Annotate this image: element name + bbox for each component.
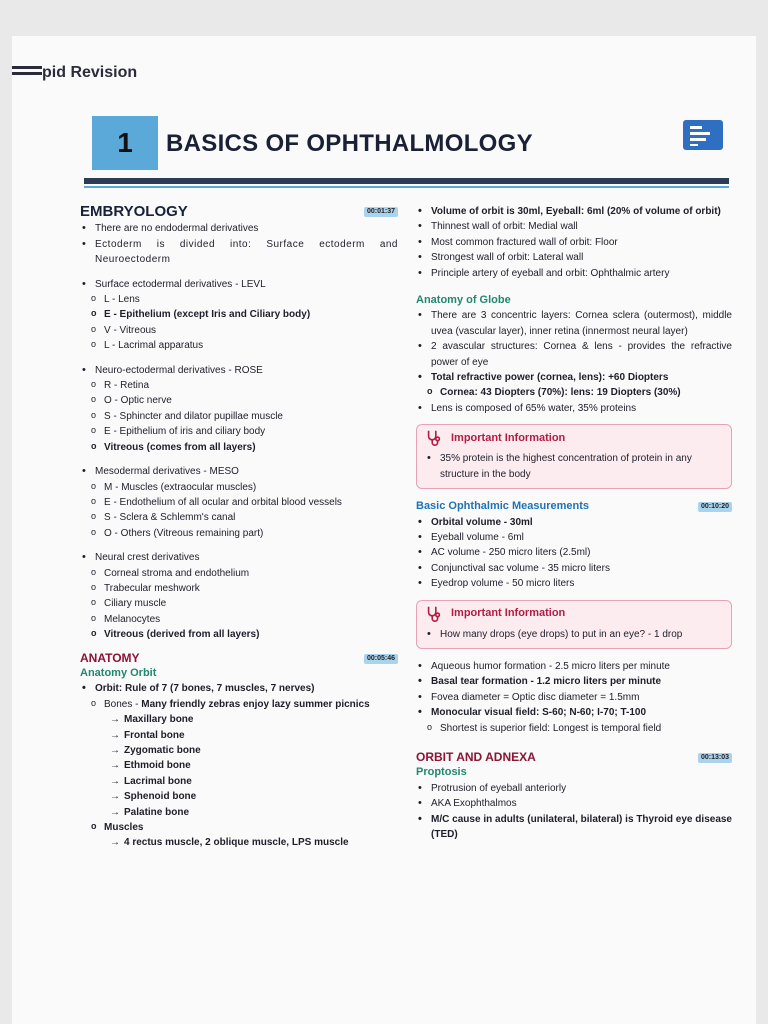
list-item: • Eyeball volume - 6ml — [416, 530, 732, 545]
list-item: o E - Epithelium (except Iris and Ciliary body) — [90, 307, 398, 322]
sublist — [426, 721, 732, 736]
list-item: • There are no endodermal derivatives — [80, 221, 398, 236]
list-item: • Basal tear formation - 1.2 micro liters per minute — [416, 674, 732, 689]
orbit-list — [80, 681, 398, 696]
chapter-number: 1 — [92, 116, 158, 170]
info-header — [425, 429, 723, 447]
title-rule-accent — [84, 186, 729, 188]
book-icon — [683, 120, 723, 150]
embryology-intro-list — [80, 221, 398, 267]
title-rule — [84, 178, 729, 184]
list-item: o Vitreous (derived from all layers) — [90, 627, 398, 642]
list-item: • Eyedrop volume - 50 micro liters — [416, 576, 732, 591]
sublist — [90, 378, 398, 455]
list-item: • Volume of orbit is 30ml, Eyeball: 6ml (20% of volume of orbit) — [416, 204, 732, 219]
globe-list — [416, 308, 732, 385]
running-header: pid Revision — [42, 64, 138, 81]
list-item: • 35% protein is the highest concentration of protein in any structure in the body — [425, 451, 723, 482]
info-list — [425, 627, 723, 642]
stethoscope-icon — [425, 429, 443, 447]
list-item: o S - Sclera & Schlemm's canal — [90, 510, 398, 525]
section-orbit-adnexa — [416, 750, 732, 765]
list-item: • Strongest wall of orbit: Lateral wall — [416, 250, 732, 265]
chapter-title: BASICS OF OPHTHALMOLOGY — [166, 130, 533, 157]
list-item: • Most common fractured wall of orbit: Floor — [416, 235, 732, 250]
list-item: • How many drops (eye drops) to put in an eye? - 1 drop — [425, 627, 723, 642]
important-info-box — [416, 600, 732, 649]
list-item: → Lacrimal bone — [110, 774, 398, 789]
list-item: o Melanocytes — [90, 612, 398, 627]
sublist — [90, 820, 398, 835]
list-item: o O - Others (Vitreous remaining part) — [90, 526, 398, 541]
surface-ectoderm-list — [80, 277, 398, 292]
list-item: • Orbital volume - 30ml — [416, 515, 732, 530]
list-item: o Muscles — [90, 820, 398, 835]
list-item: o L - Lens — [90, 292, 398, 307]
list-item: → 4 rectus muscle, 2 oblique muscle, LPS muscle — [110, 835, 398, 850]
bones-mnemonic: Many friendly zebras enjoy lazy summer picnics — [141, 698, 370, 710]
list-item: • Neural crest derivatives — [80, 550, 398, 565]
list-item: • Ectoderm is divided into: Surface ectoderm and Neuroectoderm — [80, 237, 398, 268]
list-item: • Mesodermal derivatives - MESO — [80, 464, 398, 479]
right-column — [416, 204, 732, 842]
textbook-page — [12, 36, 756, 1024]
info-list — [425, 451, 723, 482]
list-item: o M - Muscles (extraocular muscles) — [90, 480, 398, 495]
section-title: Basic Ophthalmic Measurements — [416, 500, 590, 513]
sublist — [90, 480, 398, 542]
list-item: → Zygomatic bone — [110, 743, 398, 758]
subsection-measurements — [416, 499, 732, 514]
list-item: • 2 avascular structures: Cornea & lens - provides the refractive power of eye — [416, 339, 732, 370]
list-item: • Lens is composed of 65% water, 35% proteins — [416, 401, 732, 416]
section-title: ANATOMY — [80, 650, 140, 665]
section-embryology — [80, 204, 398, 219]
neural-crest-list — [80, 550, 398, 565]
list-item: o L - Lacrimal apparatus — [90, 338, 398, 353]
list-item: → Sphenoid bone — [110, 789, 398, 804]
list-item: → Palatine bone — [110, 805, 398, 820]
list-item — [90, 697, 398, 712]
list-item: • There are 3 concentric layers: Cornea sclera (outermost), middle uvea (vascular layer), inner retina (innermost neural layer) — [416, 308, 732, 339]
sublist — [90, 566, 398, 643]
video-timestamp[interactable]: 00:10:20 — [698, 502, 732, 512]
list-item: o S - Sphincter and dilator pupillae muscle — [90, 409, 398, 424]
sublist — [90, 292, 398, 354]
list-item: • Neuro-ectodermal derivatives - ROSE — [80, 363, 398, 378]
info-title: Important Information — [451, 431, 566, 444]
video-timestamp[interactable]: 00:01:37 — [364, 207, 398, 217]
subsection-proptosis: Proptosis — [416, 766, 467, 779]
list-item: • Aqueous humor formation - 2.5 micro liters per minute — [416, 659, 732, 674]
sublist — [426, 385, 732, 400]
video-timestamp[interactable]: 00:05:46 — [364, 654, 398, 664]
stethoscope-icon — [425, 605, 443, 623]
list-item: o E - Epithelium of iris and ciliary body — [90, 424, 398, 439]
neuroectoderm-list — [80, 363, 398, 378]
list-item: o E - Endothelium of all ocular and orbital blood vessels — [90, 495, 398, 510]
globe-list-end — [416, 401, 732, 416]
orbit-facts-list — [416, 204, 732, 281]
list-item: o Corneal stroma and endothelium — [90, 566, 398, 581]
list-item: • Thinnest wall of orbit: Medial wall — [416, 219, 732, 234]
list-item: • Orbit: Rule of 7 (7 bones, 7 muscles, 7 nerves) — [80, 681, 398, 696]
list-item: • AKA Exophthalmos — [416, 796, 732, 811]
subsection-anatomy-of-globe: Anatomy of Globe — [416, 294, 511, 307]
section-title: ORBIT AND ADNEXA — [416, 749, 536, 764]
list-item: → Ethmoid bone — [110, 758, 398, 773]
more-measurements-list — [416, 659, 732, 721]
list-item: • Monocular visual field: S-60; N-60; I-70; T-100 — [416, 705, 732, 720]
list-item: • M/C cause in adults (unilateral, bilateral) is Thyroid eye disease (TED) — [416, 812, 732, 843]
list-item: • AC volume - 250 micro liters (2.5ml) — [416, 545, 732, 560]
list-item: • Principle artery of eyeball and orbit: Ophthalmic artery — [416, 266, 732, 281]
subsection-anatomy-orbit: Anatomy Orbit — [80, 666, 157, 679]
measurements-list — [416, 515, 732, 592]
list-item: • Surface ectodermal derivatives - LEVL — [80, 277, 398, 292]
muscles-list — [110, 835, 398, 850]
list-item: → Frontal bone — [110, 728, 398, 743]
proptosis-list — [416, 781, 732, 843]
sublist — [90, 697, 398, 712]
section-anatomy — [80, 651, 398, 666]
video-timestamp[interactable]: 00:13:03 — [698, 753, 732, 763]
list-item: o Cornea: 43 Diopters (70%): lens: 19 Diopters (30%) — [426, 385, 732, 400]
list-item: o V - Vitreous — [90, 323, 398, 338]
mesoderm-list — [80, 464, 398, 479]
left-column — [80, 204, 398, 851]
list-item: • Fovea diameter = Optic disc diameter = 1.5mm — [416, 690, 732, 705]
bones-list — [110, 712, 398, 820]
list-item: o Ciliary muscle — [90, 596, 398, 611]
list-item: • Conjunctival sac volume - 35 micro liters — [416, 561, 732, 576]
list-item: o Vitreous (comes from all layers) — [90, 440, 398, 455]
list-item: • Total refractive power (cornea, lens): +60 Diopters — [416, 370, 732, 385]
section-title: EMBRYOLOGY — [80, 203, 188, 220]
list-item: o Shortest is superior field: Longest is temporal field — [426, 721, 732, 736]
header-bar-decoration — [12, 66, 42, 78]
info-title: Important Information — [451, 606, 566, 619]
info-header — [425, 605, 723, 623]
list-item: o R - Retina — [90, 378, 398, 393]
bones-label: Bones - — [104, 698, 142, 710]
list-item: • Protrusion of eyeball anteriorly — [416, 781, 732, 796]
list-item: o O - Optic nerve — [90, 393, 398, 408]
important-info-box — [416, 424, 732, 489]
list-item: → Maxillary bone — [110, 712, 398, 727]
list-item: o Trabecular meshwork — [90, 581, 398, 596]
